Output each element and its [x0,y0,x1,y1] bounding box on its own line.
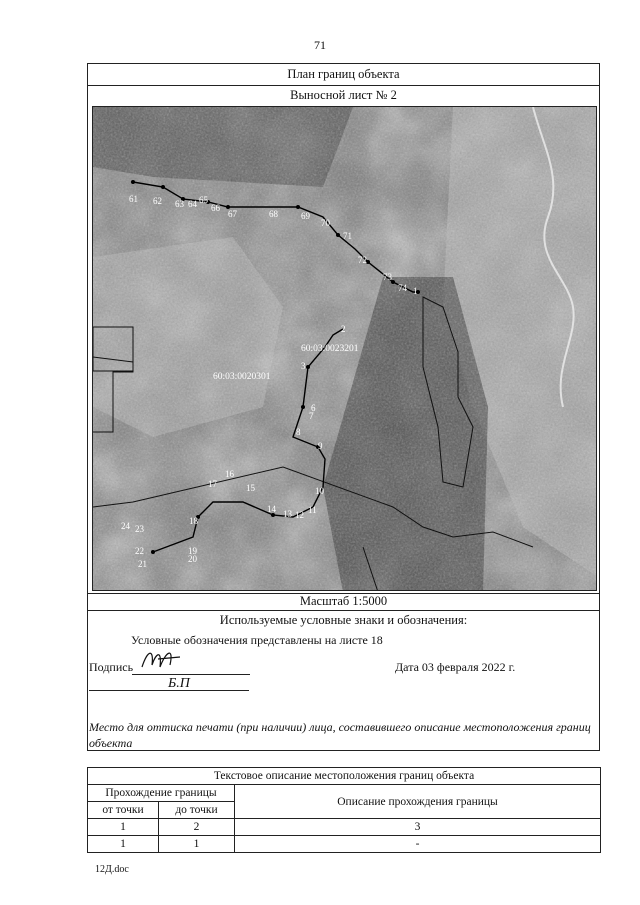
svg-text:19: 19 [188,546,197,556]
svg-text:22: 22 [135,546,144,556]
cell-from: 1 [88,836,159,853]
cell-to: 1 [159,836,235,853]
aerial-photo-image [93,107,597,591]
svg-text:73: 73 [383,272,392,282]
svg-text:9: 9 [318,441,323,451]
svg-text:15: 15 [246,483,255,493]
svg-text:71: 71 [343,231,352,241]
svg-text:14: 14 [267,504,276,514]
svg-text:74: 74 [398,283,407,293]
svg-text:8: 8 [296,427,301,437]
svg-text:16: 16 [225,469,234,479]
handwritten-signature [140,645,185,675]
svg-text:61: 61 [129,194,138,204]
stamp-note: Место для оттиска печати (при наличии) лица, составившего описание местоположения границ объекта [89,720,591,750]
svg-text:24: 24 [121,521,130,531]
svg-text:2: 2 [341,324,346,334]
signature-name: Б.П [168,676,190,691]
svg-text:6: 6 [311,403,316,413]
svg-text:18: 18 [189,516,198,526]
svg-text:64: 64 [188,199,197,209]
table-row [88,836,601,853]
divider [87,85,600,86]
divider [87,610,600,611]
signature-label: Подпись [89,660,134,674]
svg-text:60:03:0020301: 60:03:0020301 [213,372,271,382]
svg-text:68: 68 [269,209,278,219]
legend-heading: Используемые условные знаки и обозначения: [219,613,468,627]
svg-text:13: 13 [283,509,292,519]
svg-text:20: 20 [188,554,197,564]
plan-title: План границ объекта [287,67,400,81]
svg-text:10: 10 [315,486,324,496]
svg-text:62: 62 [153,196,162,206]
boundary-description-table [87,767,601,853]
svg-text:69: 69 [301,211,310,221]
table-title: Текстовое описание местоположения границ объекта [88,768,601,785]
svg-text:66: 66 [211,203,220,213]
svg-text:11: 11 [308,505,317,515]
svg-text:1: 1 [413,286,418,296]
svg-text:7: 7 [309,411,314,421]
col-description-header: Описание прохождения границы [235,785,601,819]
legend-note: Условные обозначения представлены на листе 18 [131,633,383,647]
svg-text:23: 23 [135,524,144,534]
sheet-title: Выносной лист № 2 [290,88,397,102]
page-number: 71 [314,38,326,52]
svg-text:63: 63 [175,199,184,209]
cell-desc: 3 [235,819,601,836]
svg-text:12: 12 [295,510,304,520]
svg-text:65: 65 [199,195,208,205]
svg-text:60:03:0023201: 60:03:0023201 [301,344,359,354]
table-row [88,819,601,836]
footer-filename: 12Д.doc [95,864,129,875]
document-date: Дата 03 февраля 2022 г. [395,660,516,674]
cell-desc: - [235,836,601,853]
map-scale: Масштаб 1:5000 [299,594,388,608]
svg-text:67: 67 [228,209,237,219]
svg-text:70: 70 [321,218,330,228]
col-to-header: до точки [159,802,235,819]
signature-name-line [89,690,249,691]
cell-from: 1 [88,819,159,836]
svg-text:3: 3 [301,361,306,371]
cell-to: 2 [159,819,235,836]
svg-text:21: 21 [138,559,147,569]
svg-text:17: 17 [208,479,217,489]
svg-text:72: 72 [358,255,367,265]
col-from-header: от точки [88,802,159,819]
aerial-map [92,106,597,591]
group-header: Прохождение границы [88,785,235,802]
